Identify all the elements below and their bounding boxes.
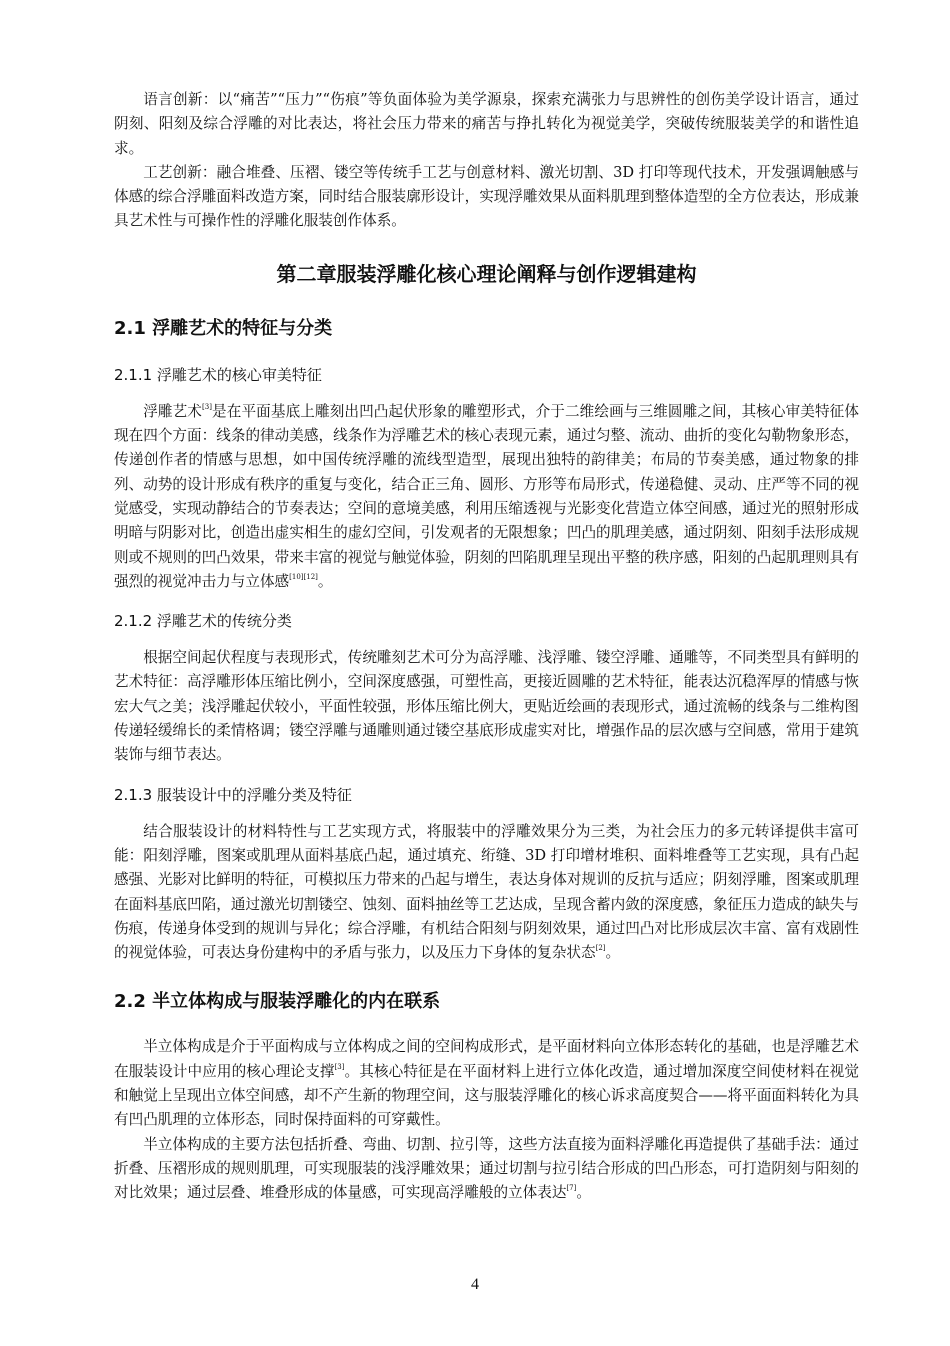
citation-marker: [7] [566, 1184, 577, 1193]
innovation-paragraph-language: 语言创新：以“痛苦”“压力”“伤痕”等负面体验为美学源泉，探索充满张力与思辨性的创伤美学设计语言，通过阴刻、阳刻及综合浮雕的对比表达，将社会压力带来的痛苦与挣扎转化为视觉美学，突破传统服装美学的和谐性追求。 [114, 91, 859, 157]
subsection-2-1-1-heading: 2.1.1 浮雕艺术的核心审美特征 [114, 365, 322, 384]
citation-marker: [3] [202, 402, 212, 411]
body-text: 浮雕艺术 [143, 402, 203, 420]
section-2-1-heading: 2.1 浮雕艺术的特征与分类 [114, 317, 333, 339]
body-text: 结合服装设计的材料特性与工艺实现方式，将服装中的浮雕效果分为三类，为社会压力的多元转译提供丰富可能：阳刻浮雕，图案或肌理从面料基底凸起，通过填充、绗缝、3D 打印增材堆积、面料堆叠等工艺实现，具有凸起感强、光影对比鲜明的特征，可模拟压力带来的凸起与增生，表达身体对规训的反抗与适应；阴刻浮雕，图案或肌理在面料基底凹陷，通过激光切割镂空、蚀刻、面料抽丝等工艺达成，呈现含蓄内敛的深度感，象征压力造成的缺失与伤痕，传递身体受到的规训与异化；综合浮雕，有机结合阳刻与阴刻效果，通过凹凸对比形成层次丰富、富有戏剧性的视觉体验，可表达身份建构中的矛盾与张力，以及压力下身体的复杂状态 [114, 822, 859, 962]
citation-marker: [3] [334, 1062, 345, 1071]
body-text: 半立体构成是介于平面构成与立体构成之间的空间构成形式，是平面材料向立体形态转化的基础，也是浮雕艺术在服装设计中应用的核心理论支撑 [114, 1038, 859, 1080]
innovation-paragraph-craft: 工艺创新：融合堆叠、压褶、镂空等传统手工艺与创意材料、激光切割、3D 打印等现代技术，开发强调触感与体感的综合浮雕面料改造方案，同时结合服装廓形设计，实现浮雕效果从面料肌理到整体造型的全方位表达，形成兼具艺术性与可操作性的浮雕化服装创作体系。 [114, 163, 859, 230]
page-number: 4 [471, 1276, 479, 1293]
body-text: 半立体构成的主要方法包括折叠、弯曲、切割、拉引等，这些方法直接为面料浮雕化再造提供了基础手法：通过折叠、压褶形成的规则肌理，可实现服装的浅浮雕效果；通过切割与拉引结合形成的凹凸形态，可打造阴刻与阳刻的对比效果；通过层叠、堆叠形成的体量感，可实现高浮雕般的立体表达 [114, 1135, 859, 1202]
body-text: 。 [605, 944, 621, 962]
citation-marker: [2] [595, 944, 606, 953]
section-2-2-paragraph-2 [114, 1133, 859, 1206]
subsection-2-1-1-paragraph [114, 400, 859, 594]
body-text: 。其核心特征是在平面材料上进行立体化改造，通过增加深度空间使材料在视觉和触觉上呈现出立体空间感，却不产生新的物理空间，这与服装浮雕化的核心诉求高度契合——将平面面料转化为具有凹凸肌理的立体形态，同时保持面料的可穿戴性。 [114, 1062, 859, 1129]
section-2-2-paragraph-1 [114, 1035, 859, 1132]
paper-page [114, 88, 859, 1206]
subsection-2-1-2-paragraph: 根据空间起伏程度与表现形式，传统雕刻艺术可分为高浮雕、浅浮雕、镂空浮雕、通雕等，不同类型具有鲜明的艺术特征：高浮雕形体压缩比例小，空间深度感强，可塑性高，更接近圆雕的艺术特征，能表达沉稳浑厚的情感与恢宏大气之美；浅浮雕起伏较小，平面性较强，形体压缩比例大，更贴近绘画的表现形式，通过流畅的线条与二维构图传递轻缓绵长的柔情格调；镂空浮雕与通雕则通过镂空基底形成虚实对比，增强作品的层次感与空间感，常用于建筑装饰与细节表达。 [114, 649, 859, 764]
chapter-title: 第二章服装浮雕化核心理论阐释与创作逻辑建构 [276, 261, 697, 286]
body-text: 是在平面基底上雕刻出凹凸起伏形象的雕塑形式，介于二维绘画与三维圆雕之间，其核心审美特征体现在四个方面：线条的律动美感，线条作为浮雕艺术的核心表现元素，通过匀整、流动、曲折的变化勾勒物象形态，传递创作者的情感与思想，如中国传统浮雕的流线型造型，展现出独特的韵律美；布局的节奏美感，通过物象的排列、动势的设计形成有秩序的重复与变化，结合正三角、圆形、方形等布局形式，传递稳健、灵动、庄严等不同的视觉感受，实现动静结合的节奏表达；空间的意境美感，利用压缩透视与光影变化营造立体空间感，通过光的照射形成明暗与阴影对比，创造出虚实相生的虚幻空间，引发观者的无限想象；凹凸的肌理美感，通过阴刻、阳刻手法形成规则或不规则的凹凸效果，带来丰富的视觉与触觉体验，阴刻的凹陷肌理呈现出平整的秩序感，阳刻的凸起肌理则具有强烈的视觉冲击力与立体感 [114, 402, 859, 590]
section-2-2-heading: 2.2 半立体构成与服装浮雕化的内在联系 [114, 991, 441, 1013]
citation-marker: [10][12] [289, 572, 318, 581]
subsection-2-1-2-heading: 2.1.2 浮雕艺术的传统分类 [114, 612, 292, 631]
subsection-2-1-3-paragraph [114, 820, 859, 966]
body-text: 。 [576, 1184, 591, 1202]
body-text: 。 [317, 572, 333, 590]
subsection-2-1-3-heading: 2.1.3 服装设计中的浮雕分类及特征 [114, 785, 352, 804]
